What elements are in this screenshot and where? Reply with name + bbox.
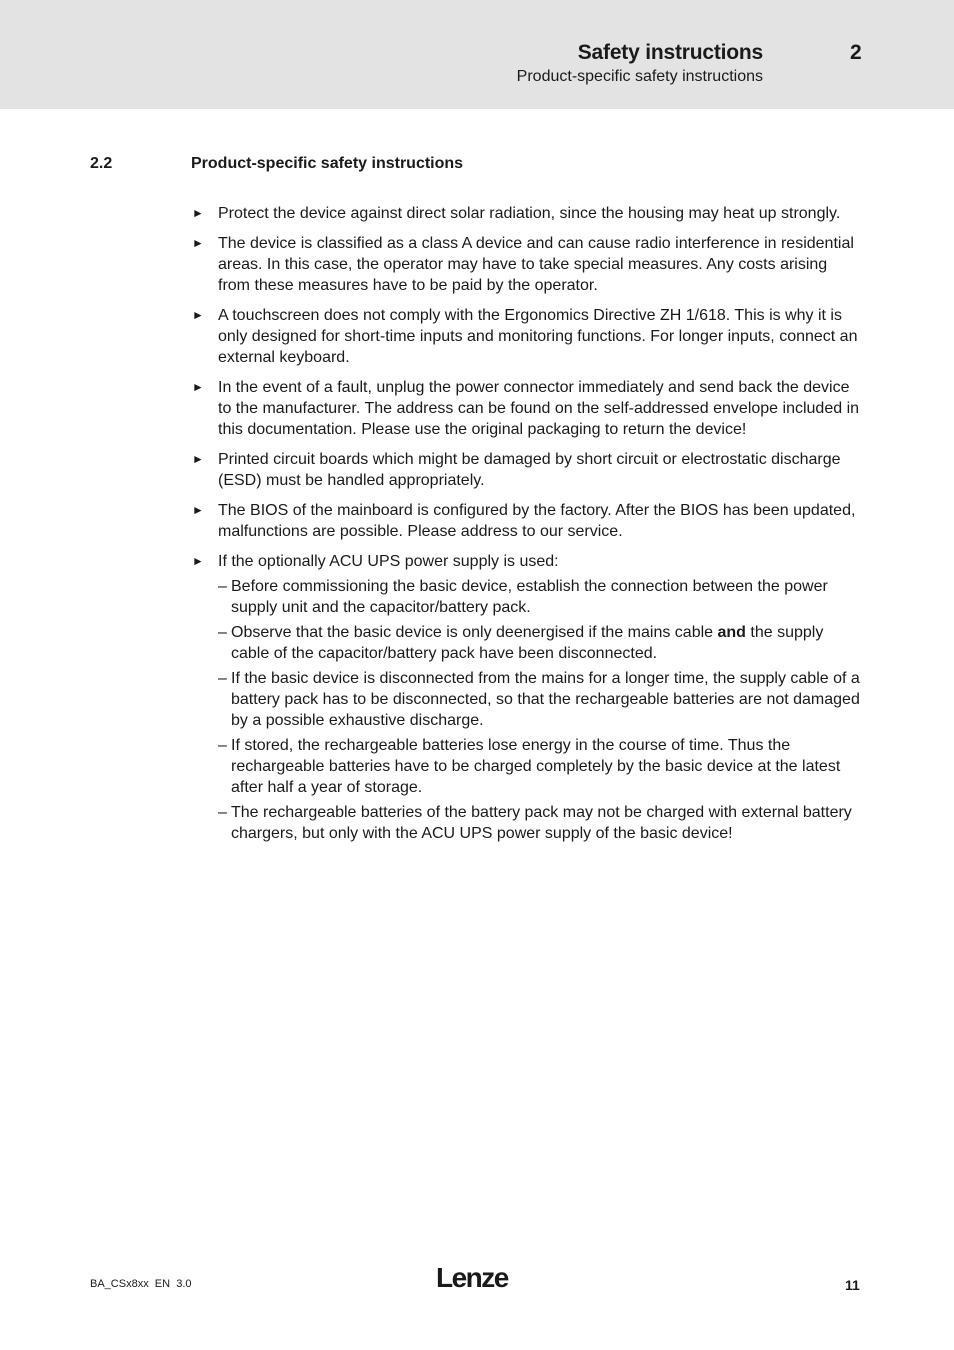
chapter-title: Safety instructions (577, 41, 763, 64)
list-item-text: The BIOS of the mainboard is configured by the factory. After the BIOS has been updated, malfunctions are possible. Please address to our service. (218, 502, 856, 540)
dash-marker: – (218, 737, 227, 754)
sub-item-text: Before commissioning the basic device, establish the connection between the power supply unit and the capacitor/battery pack. (231, 578, 828, 616)
list-item-text: A touchscreen does not comply with the Ergonomics Directive ZH 1/618. This is why it is only designed for short-time inputs and monitoring functions. For longer inputs, connect an external keyboard. (218, 307, 858, 366)
header-band (0, 0, 954, 109)
sub-item-text-after: the supply cable of the capacitor/battery pack have been disconnected. (231, 624, 824, 662)
page-number: 11 (845, 1277, 860, 1293)
main-content (191, 203, 863, 853)
sub-list-item (218, 576, 863, 618)
sub-item-emphasis: and (717, 624, 746, 641)
dash-marker: – (218, 670, 227, 687)
ups-sub-list (218, 576, 863, 844)
chapter-number: 2 (850, 41, 862, 64)
triangle-bullet-icon: ► (192, 380, 204, 394)
list-item-ups (191, 551, 863, 844)
sub-list-item (218, 622, 863, 664)
triangle-bullet-icon: ► (192, 206, 204, 220)
safety-instruction-list (191, 203, 863, 844)
list-item (191, 449, 863, 491)
list-item (191, 377, 863, 440)
sub-item-text: The rechargeable batteries of the battery pack may not be charged with external battery chargers, but only with the ACU UPS power supply of the basic device! (231, 804, 852, 842)
list-item (191, 305, 863, 368)
list-item-text: The device is classified as a class A device and can cause radio interference in residential areas. In this case, the operator may have to take special measures. Any costs arising from these measures have to be paid by the operator. (218, 235, 854, 294)
list-item-text: Protect the device against direct solar radiation, since the housing may heat up strongly. (218, 205, 841, 222)
sub-item-text: If the basic device is disconnected from the mains for a longer time, the supply cable of a battery pack has to be disconnected, so that the rechargeable batteries are not damaged by a possible exhaustive discharge. (231, 670, 860, 729)
triangle-bullet-icon: ► (192, 308, 204, 322)
lenze-logo: Lenze (436, 1262, 508, 1293)
sub-list-item (218, 802, 863, 844)
footer-document-id: BA_CSx8xx EN 3.0 (90, 1278, 192, 1290)
list-item (191, 233, 863, 296)
list-item-text: If the optionally ACU UPS power supply is used: (218, 553, 559, 570)
list-item-text: Printed circuit boards which might be damaged by short circuit or electrostatic discharge (ESD) must be handled appropriately. (218, 451, 841, 489)
sub-list-item (218, 735, 863, 798)
sub-item-text: If stored, the rechargeable batteries lose energy in the course of time. Thus the rechargeable batteries have to be charged completely by the basic device at the latest after half a year of storage. (231, 737, 841, 796)
dash-marker: – (218, 804, 227, 821)
triangle-bullet-icon: ► (192, 503, 204, 517)
sub-item-text-before: Observe that the basic device is only deenergised if the mains cable (231, 624, 718, 641)
section-title: Product-specific safety instructions (191, 155, 464, 172)
list-item (191, 500, 863, 542)
list-item (191, 203, 863, 224)
sub-list-item (218, 668, 863, 731)
triangle-bullet-icon: ► (192, 236, 204, 250)
dash-marker: – (218, 578, 227, 595)
section-number: 2.2 (90, 155, 113, 172)
chapter-subtitle: Product-specific safety instructions (516, 68, 763, 85)
list-item-text: In the event of a fault, unplug the power connector immediately and send back the device to the manufacturer. The address can be found on the self-addressed envelope included in this documentation. Please use the original packaging to return the device! (218, 379, 860, 438)
triangle-bullet-icon: ► (192, 554, 204, 568)
dash-marker: – (218, 624, 227, 641)
triangle-bullet-icon: ► (192, 452, 204, 466)
